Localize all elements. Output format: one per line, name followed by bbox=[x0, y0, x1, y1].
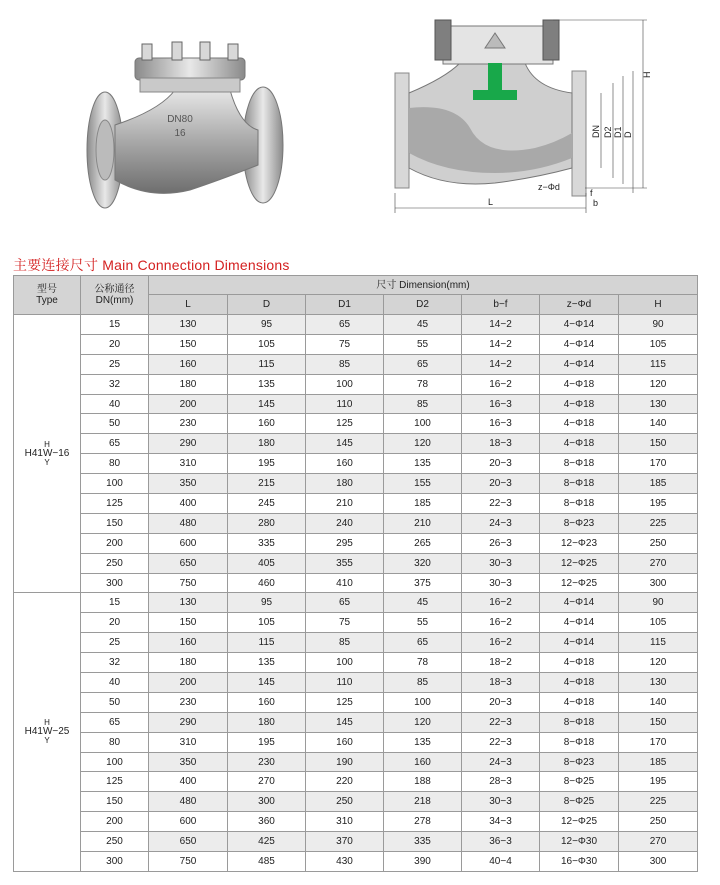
cell-d: 230 bbox=[228, 752, 306, 772]
cell-l: 650 bbox=[149, 832, 228, 852]
cell-l: 650 bbox=[149, 553, 228, 573]
cell-d2: 185 bbox=[384, 494, 462, 514]
cell-d2: 188 bbox=[384, 772, 462, 792]
cell-d1: 370 bbox=[306, 832, 384, 852]
cell-bf: 22−3 bbox=[462, 732, 540, 752]
cell-d2: 320 bbox=[384, 553, 462, 573]
header-col-d: D bbox=[228, 295, 306, 315]
cell-zd: 4−Φ18 bbox=[540, 653, 619, 673]
type-label-bottom: Y bbox=[44, 457, 50, 467]
cell-l: 480 bbox=[149, 792, 228, 812]
cell-d: 485 bbox=[228, 852, 306, 872]
table-body bbox=[14, 315, 698, 872]
cell-l: 750 bbox=[149, 573, 228, 593]
cell-bf: 20−3 bbox=[462, 454, 540, 474]
cell-d2: 335 bbox=[384, 832, 462, 852]
cell-d: 270 bbox=[228, 772, 306, 792]
table-row bbox=[14, 394, 698, 414]
cell-dn: 20 bbox=[81, 613, 149, 633]
cell-d1: 240 bbox=[306, 513, 384, 533]
header-col-d2: D2 bbox=[384, 295, 462, 315]
cell-d: 135 bbox=[228, 653, 306, 673]
cell-h: 150 bbox=[619, 434, 698, 454]
cell-d: 135 bbox=[228, 374, 306, 394]
cell-h: 130 bbox=[619, 673, 698, 693]
table-row bbox=[14, 712, 698, 732]
cell-zd: 4−Φ14 bbox=[540, 334, 619, 354]
cell-dn: 250 bbox=[81, 553, 149, 573]
cell-zd: 4−Φ14 bbox=[540, 354, 619, 374]
dim-label-b: b bbox=[593, 198, 599, 208]
cell-zd: 12−Φ25 bbox=[540, 812, 619, 832]
cell-h: 170 bbox=[619, 454, 698, 474]
cell-d1: 125 bbox=[306, 692, 384, 712]
cell-bf: 14−2 bbox=[462, 354, 540, 374]
type-cell bbox=[14, 315, 81, 593]
cell-d2: 278 bbox=[384, 812, 462, 832]
cell-zd: 8−Φ18 bbox=[540, 454, 619, 474]
cell-d1: 65 bbox=[306, 315, 384, 335]
cell-l: 480 bbox=[149, 513, 228, 533]
cell-dn: 40 bbox=[81, 394, 149, 414]
dimensions-table bbox=[13, 275, 698, 872]
cell-d: 145 bbox=[228, 673, 306, 693]
table-row bbox=[14, 812, 698, 832]
cell-d2: 160 bbox=[384, 752, 462, 772]
cell-d: 95 bbox=[228, 593, 306, 613]
cell-bf: 30−3 bbox=[462, 553, 540, 573]
valve-section-diagram bbox=[385, 8, 660, 218]
cell-bf: 40−4 bbox=[462, 852, 540, 872]
cell-d2: 85 bbox=[384, 673, 462, 693]
table-row bbox=[14, 673, 698, 693]
cell-l: 150 bbox=[149, 613, 228, 633]
cell-zd: 4−Φ18 bbox=[540, 414, 619, 434]
table-row bbox=[14, 692, 698, 712]
cell-h: 115 bbox=[619, 633, 698, 653]
cell-zd: 8−Φ18 bbox=[540, 474, 619, 494]
cell-d2: 65 bbox=[384, 354, 462, 374]
cell-d2: 100 bbox=[384, 414, 462, 434]
cell-d: 160 bbox=[228, 692, 306, 712]
cell-zd: 8−Φ23 bbox=[540, 513, 619, 533]
table-row bbox=[14, 454, 698, 474]
cell-zd: 12−Φ23 bbox=[540, 533, 619, 553]
cell-d1: 75 bbox=[306, 334, 384, 354]
header-type-cn: 型号 bbox=[37, 284, 57, 295]
cell-zd: 4−Φ14 bbox=[540, 613, 619, 633]
cell-l: 230 bbox=[149, 414, 228, 434]
cell-l: 230 bbox=[149, 692, 228, 712]
cell-h: 170 bbox=[619, 732, 698, 752]
cell-d2: 120 bbox=[384, 712, 462, 732]
cell-zd: 4−Φ18 bbox=[540, 434, 619, 454]
cell-l: 150 bbox=[149, 334, 228, 354]
cell-l: 310 bbox=[149, 732, 228, 752]
cell-l: 130 bbox=[149, 593, 228, 613]
cell-d2: 390 bbox=[384, 852, 462, 872]
cell-l: 180 bbox=[149, 374, 228, 394]
table-row bbox=[14, 354, 698, 374]
cell-l: 310 bbox=[149, 454, 228, 474]
cell-h: 250 bbox=[619, 533, 698, 553]
cell-d1: 85 bbox=[306, 633, 384, 653]
table-row bbox=[14, 613, 698, 633]
cell-d: 215 bbox=[228, 474, 306, 494]
cell-zd: 8−Φ25 bbox=[540, 792, 619, 812]
type-label bbox=[25, 440, 70, 467]
header-dn bbox=[81, 276, 149, 315]
cell-bf: 20−3 bbox=[462, 474, 540, 494]
cell-dn: 40 bbox=[81, 673, 149, 693]
cell-d1: 85 bbox=[306, 354, 384, 374]
cell-d2: 375 bbox=[384, 573, 462, 593]
cell-dn: 100 bbox=[81, 474, 149, 494]
cell-d: 105 bbox=[228, 334, 306, 354]
cell-zd: 4−Φ14 bbox=[540, 315, 619, 335]
cell-d1: 100 bbox=[306, 374, 384, 394]
cell-h: 195 bbox=[619, 772, 698, 792]
cell-d2: 78 bbox=[384, 374, 462, 394]
cell-h: 185 bbox=[619, 752, 698, 772]
cell-l: 600 bbox=[149, 812, 228, 832]
cell-d1: 430 bbox=[306, 852, 384, 872]
cell-bf: 24−3 bbox=[462, 752, 540, 772]
cell-zd: 8−Φ23 bbox=[540, 752, 619, 772]
cell-d1: 180 bbox=[306, 474, 384, 494]
cell-d1: 190 bbox=[306, 752, 384, 772]
cell-d: 300 bbox=[228, 792, 306, 812]
cell-zd: 12−Φ30 bbox=[540, 832, 619, 852]
cell-zd: 12−Φ25 bbox=[540, 573, 619, 593]
valve-photo bbox=[80, 30, 290, 215]
cell-bf: 18−3 bbox=[462, 673, 540, 693]
cell-d1: 295 bbox=[306, 533, 384, 553]
cell-h: 130 bbox=[619, 394, 698, 414]
table-row bbox=[14, 752, 698, 772]
cell-d: 95 bbox=[228, 315, 306, 335]
photo-marking-dn: DN80 bbox=[167, 114, 193, 125]
table-row bbox=[14, 852, 698, 872]
dim-label-d: D bbox=[623, 131, 633, 138]
cell-d2: 218 bbox=[384, 792, 462, 812]
cell-d1: 160 bbox=[306, 732, 384, 752]
cell-d: 160 bbox=[228, 414, 306, 434]
cell-d: 335 bbox=[228, 533, 306, 553]
cell-dn: 80 bbox=[81, 454, 149, 474]
header-dimension: 尺寸 Dimension(mm) bbox=[149, 276, 698, 295]
cell-dn: 50 bbox=[81, 414, 149, 434]
table-row bbox=[14, 573, 698, 593]
type-label-top: H bbox=[44, 439, 50, 449]
cell-l: 130 bbox=[149, 315, 228, 335]
table-row bbox=[14, 832, 698, 852]
header-col-h: H bbox=[619, 295, 698, 315]
cell-d2: 65 bbox=[384, 633, 462, 653]
cell-d: 425 bbox=[228, 832, 306, 852]
cell-d2: 45 bbox=[384, 593, 462, 613]
cell-dn: 150 bbox=[81, 513, 149, 533]
cell-d: 245 bbox=[228, 494, 306, 514]
cell-bf: 30−3 bbox=[462, 573, 540, 593]
cell-dn: 65 bbox=[81, 712, 149, 732]
table-row bbox=[14, 414, 698, 434]
cell-dn: 300 bbox=[81, 573, 149, 593]
cell-h: 300 bbox=[619, 852, 698, 872]
cell-dn: 50 bbox=[81, 692, 149, 712]
cell-d: 405 bbox=[228, 553, 306, 573]
table-row bbox=[14, 792, 698, 812]
table-row bbox=[14, 593, 698, 613]
cell-h: 120 bbox=[619, 653, 698, 673]
cell-l: 350 bbox=[149, 474, 228, 494]
cell-bf: 16−2 bbox=[462, 613, 540, 633]
cell-dn: 65 bbox=[81, 434, 149, 454]
cell-d1: 145 bbox=[306, 434, 384, 454]
cell-bf: 16−2 bbox=[462, 374, 540, 394]
cell-dn: 200 bbox=[81, 812, 149, 832]
cell-d1: 125 bbox=[306, 414, 384, 434]
cell-h: 140 bbox=[619, 414, 698, 434]
table-row bbox=[14, 513, 698, 533]
table-row bbox=[14, 633, 698, 653]
table-row bbox=[14, 434, 698, 454]
cell-h: 300 bbox=[619, 573, 698, 593]
cell-d2: 55 bbox=[384, 613, 462, 633]
cell-l: 600 bbox=[149, 533, 228, 553]
cell-d1: 110 bbox=[306, 673, 384, 693]
cell-d1: 250 bbox=[306, 792, 384, 812]
cell-d: 115 bbox=[228, 354, 306, 374]
cell-zd: 8−Φ18 bbox=[540, 712, 619, 732]
cell-bf: 30−3 bbox=[462, 792, 540, 812]
cell-zd: 4−Φ18 bbox=[540, 692, 619, 712]
header-type bbox=[14, 276, 81, 315]
cell-d1: 210 bbox=[306, 494, 384, 514]
dim-label-z: z−Φd bbox=[538, 182, 560, 192]
type-label-top: H bbox=[44, 718, 50, 728]
cell-dn: 200 bbox=[81, 533, 149, 553]
cell-d1: 100 bbox=[306, 653, 384, 673]
cell-dn: 150 bbox=[81, 792, 149, 812]
cell-h: 270 bbox=[619, 832, 698, 852]
cell-dn: 300 bbox=[81, 852, 149, 872]
cell-d2: 85 bbox=[384, 394, 462, 414]
cell-h: 225 bbox=[619, 792, 698, 812]
cell-h: 105 bbox=[619, 334, 698, 354]
cell-h: 140 bbox=[619, 692, 698, 712]
cell-d2: 135 bbox=[384, 732, 462, 752]
table-row bbox=[14, 732, 698, 752]
cell-bf: 16−2 bbox=[462, 593, 540, 613]
cell-bf: 16−3 bbox=[462, 414, 540, 434]
cell-d: 280 bbox=[228, 513, 306, 533]
dim-label-dn: DN bbox=[591, 125, 601, 138]
cell-h: 270 bbox=[619, 553, 698, 573]
cell-dn: 125 bbox=[81, 772, 149, 792]
cell-dn: 32 bbox=[81, 374, 149, 394]
cell-h: 115 bbox=[619, 354, 698, 374]
cell-d1: 65 bbox=[306, 593, 384, 613]
cell-bf: 18−2 bbox=[462, 653, 540, 673]
cell-d1: 355 bbox=[306, 553, 384, 573]
cell-zd: 8−Φ25 bbox=[540, 772, 619, 792]
dim-label-h: H bbox=[642, 71, 652, 78]
type-label bbox=[25, 718, 70, 745]
cell-d2: 100 bbox=[384, 692, 462, 712]
cell-bf: 14−2 bbox=[462, 334, 540, 354]
cell-d2: 120 bbox=[384, 434, 462, 454]
cell-d: 195 bbox=[228, 732, 306, 752]
cell-d1: 410 bbox=[306, 573, 384, 593]
cell-l: 400 bbox=[149, 772, 228, 792]
cell-bf: 14−2 bbox=[462, 315, 540, 335]
cell-h: 105 bbox=[619, 613, 698, 633]
cell-d1: 110 bbox=[306, 394, 384, 414]
cell-zd: 4−Φ18 bbox=[540, 394, 619, 414]
cell-d2: 135 bbox=[384, 454, 462, 474]
cell-dn: 25 bbox=[81, 354, 149, 374]
cell-bf: 34−3 bbox=[462, 812, 540, 832]
cell-l: 400 bbox=[149, 494, 228, 514]
table-row bbox=[14, 494, 698, 514]
section-title: 主要连接尺寸 Main Connection Dimensions bbox=[13, 257, 290, 273]
cell-h: 150 bbox=[619, 712, 698, 732]
cell-l: 160 bbox=[149, 633, 228, 653]
cell-dn: 15 bbox=[81, 593, 149, 613]
cell-d1: 220 bbox=[306, 772, 384, 792]
cell-bf: 16−2 bbox=[462, 633, 540, 653]
type-label-main: H41W−25 bbox=[24, 726, 70, 738]
cell-d: 195 bbox=[228, 454, 306, 474]
header-dn-cn: 公称通径 bbox=[94, 284, 135, 295]
cell-h: 185 bbox=[619, 474, 698, 494]
cell-bf: 22−3 bbox=[462, 712, 540, 732]
table-row bbox=[14, 334, 698, 354]
cell-bf: 22−3 bbox=[462, 494, 540, 514]
cell-bf: 16−3 bbox=[462, 394, 540, 414]
cell-bf: 20−3 bbox=[462, 692, 540, 712]
cell-zd: 8−Φ18 bbox=[540, 494, 619, 514]
cell-d: 105 bbox=[228, 613, 306, 633]
cell-d1: 145 bbox=[306, 712, 384, 732]
cell-dn: 32 bbox=[81, 653, 149, 673]
cell-dn: 80 bbox=[81, 732, 149, 752]
table-row bbox=[14, 474, 698, 494]
type-cell bbox=[14, 593, 81, 871]
cell-zd: 12−Φ25 bbox=[540, 553, 619, 573]
cell-dn: 100 bbox=[81, 752, 149, 772]
cell-l: 350 bbox=[149, 752, 228, 772]
cell-dn: 250 bbox=[81, 832, 149, 852]
table-row bbox=[14, 553, 698, 573]
cell-d1: 160 bbox=[306, 454, 384, 474]
header-col-bf: b−f bbox=[462, 295, 540, 315]
cell-d: 180 bbox=[228, 434, 306, 454]
cell-bf: 26−3 bbox=[462, 533, 540, 553]
photo-marking-pn: 16 bbox=[174, 128, 186, 139]
cell-h: 225 bbox=[619, 513, 698, 533]
cell-dn: 15 bbox=[81, 315, 149, 335]
cell-zd: 8−Φ18 bbox=[540, 732, 619, 752]
cell-dn: 25 bbox=[81, 633, 149, 653]
cell-d2: 155 bbox=[384, 474, 462, 494]
dim-label-d2: D2 bbox=[603, 126, 613, 138]
cell-l: 180 bbox=[149, 653, 228, 673]
cell-h: 90 bbox=[619, 593, 698, 613]
cell-d1: 75 bbox=[306, 613, 384, 633]
cell-dn: 125 bbox=[81, 494, 149, 514]
cell-h: 250 bbox=[619, 812, 698, 832]
cell-zd: 4−Φ14 bbox=[540, 593, 619, 613]
cell-d1: 310 bbox=[306, 812, 384, 832]
cell-h: 195 bbox=[619, 494, 698, 514]
cell-d: 460 bbox=[228, 573, 306, 593]
dim-label-f: f bbox=[590, 188, 593, 198]
type-label-bottom: Y bbox=[44, 736, 50, 746]
cell-d2: 78 bbox=[384, 653, 462, 673]
table-row bbox=[14, 772, 698, 792]
header-col-l: L bbox=[149, 295, 228, 315]
cell-d2: 265 bbox=[384, 533, 462, 553]
cell-zd: 4−Φ18 bbox=[540, 374, 619, 394]
cell-h: 90 bbox=[619, 315, 698, 335]
cell-bf: 36−3 bbox=[462, 832, 540, 852]
cell-bf: 18−3 bbox=[462, 434, 540, 454]
cell-h: 120 bbox=[619, 374, 698, 394]
cell-bf: 24−3 bbox=[462, 513, 540, 533]
header-dn-en: DN(mm) bbox=[95, 295, 134, 306]
cell-l: 750 bbox=[149, 852, 228, 872]
table-row bbox=[14, 374, 698, 394]
cell-bf: 28−3 bbox=[462, 772, 540, 792]
cell-zd: 4−Φ18 bbox=[540, 673, 619, 693]
cell-d: 115 bbox=[228, 633, 306, 653]
cell-zd: 16−Φ30 bbox=[540, 852, 619, 872]
cell-l: 200 bbox=[149, 394, 228, 414]
header-type-en: Type bbox=[36, 295, 58, 306]
dim-label-d1: D1 bbox=[613, 126, 623, 138]
cell-l: 290 bbox=[149, 434, 228, 454]
dim-label-l: L bbox=[488, 197, 494, 207]
table-row bbox=[14, 653, 698, 673]
cell-d: 360 bbox=[228, 812, 306, 832]
header-col-d1: D1 bbox=[306, 295, 384, 315]
cell-zd: 4−Φ14 bbox=[540, 633, 619, 653]
cell-d: 145 bbox=[228, 394, 306, 414]
table-row bbox=[14, 533, 698, 553]
type-label-main: H41W−16 bbox=[24, 447, 70, 459]
cell-d: 180 bbox=[228, 712, 306, 732]
header-col-zd: z−Φd bbox=[540, 295, 619, 315]
cell-dn: 20 bbox=[81, 334, 149, 354]
cell-d2: 210 bbox=[384, 513, 462, 533]
cell-d2: 45 bbox=[384, 315, 462, 335]
cell-d2: 55 bbox=[384, 334, 462, 354]
cell-l: 160 bbox=[149, 354, 228, 374]
cell-l: 290 bbox=[149, 712, 228, 732]
cell-l: 200 bbox=[149, 673, 228, 693]
table-row bbox=[14, 315, 698, 335]
